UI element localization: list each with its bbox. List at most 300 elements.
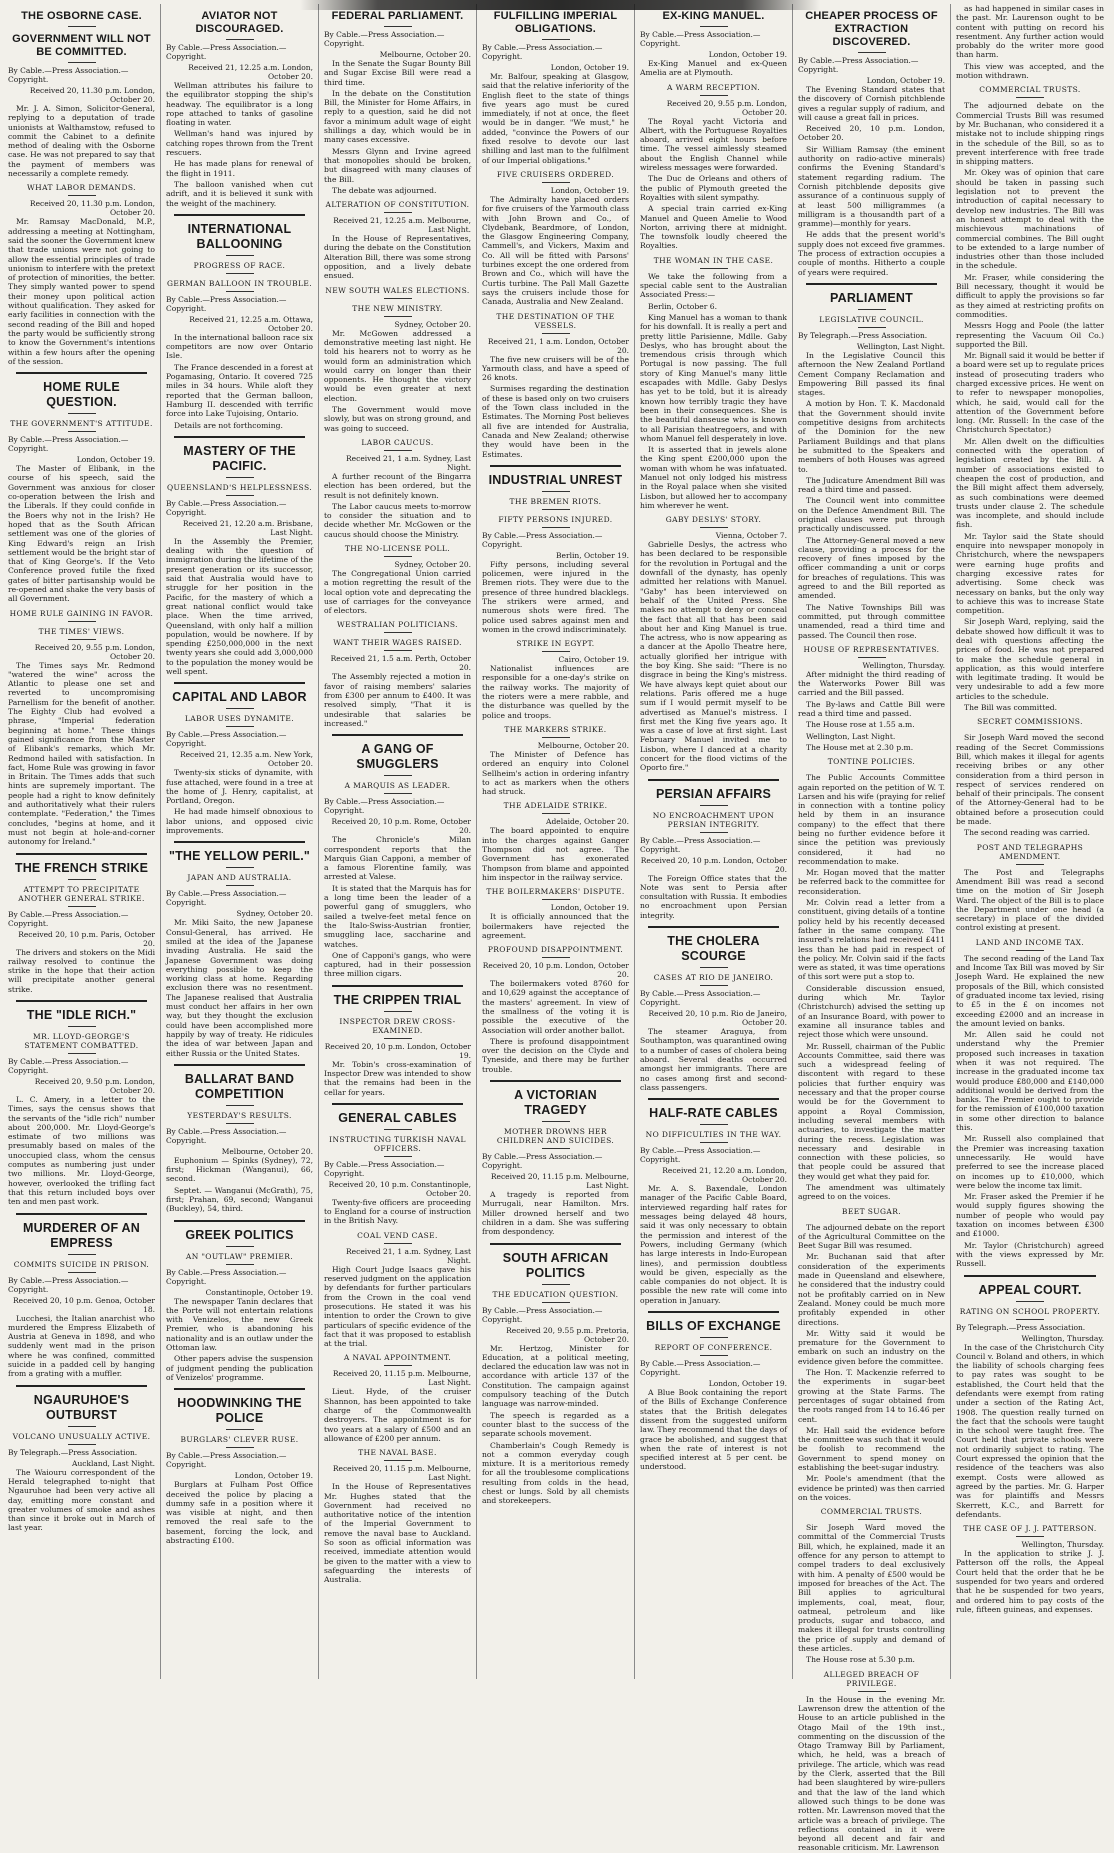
article-headline: GREEK POLITICS [185, 1227, 294, 1242]
headline-divider [226, 1246, 254, 1247]
article-paragraph: Lucchesi, the Italian anarchist who murdered the Empress Elizabeth of Austria at Geneva in 1898, and who suddenly went mad in the prison where he was confined, committed suicide in a padded cell by hanging from a grating with a muffler. [8, 1313, 155, 1379]
article-headline: A GANG OF SMUGGLERS [356, 742, 439, 772]
article-paragraph: Ex-King Manuel and ex-Queen Amelia are at Plymouth. [640, 59, 787, 78]
article-dateline: Constantinople, October 19. [205, 1287, 313, 1297]
article-dateline: London, October 19. [708, 1379, 787, 1389]
article-headline: GENERAL CABLES [338, 1110, 457, 1125]
article-paragraph: In the House in the evening Mr. Lawrenson drew the attention of the House to an article published in the Otago Mail of the 19th inst., commenting on the discussion of the Otago Tramway Bill by Parliament, which, he held, was a breach of privilege. The article, which was read by the Clerk, asserted that the Bill had been slaughtered by wire-pullers and that the law of the land which allowed such things to be done was rotten. Mr. Lawrenson moved that the article was a breach of privilege. The reflections contained in it were beyond all decent and fair and reasonable criticism. Mr. Lawrenson [798, 1694, 945, 1853]
article-dateline: Received 20, 9.55 p.m. London, October 20. [34, 642, 155, 661]
article-dateline: Received 21, 12.25 a.m. Ottawa, October 20. [189, 314, 313, 333]
article-paragraph: Surmises regarding the destination of these is based only on two cruisers of the Town class included in the Estimates. The Morning Post believes all five are intended for Australia, Canada and New Zealand; otherwise they would have been in the Estimates. [482, 384, 629, 459]
article [8, 609, 155, 622]
article-byline: By Cable.—Press Association.—Copyright. [166, 1267, 287, 1286]
headline-divider [384, 26, 412, 27]
article-subheading: AN "OUTLAW" PREMIER. [185, 1251, 294, 1261]
column-rule [490, 465, 621, 467]
article-paragraph: The House rose at 5.30 p.m. [806, 1655, 915, 1665]
article-subheading: A MARQUIS AS LEADER. [344, 781, 451, 791]
article-subheading: COMMITS SUICIDE IN PRISON. [13, 1259, 150, 1269]
article [640, 10, 787, 78]
article [798, 1507, 945, 1664]
article-subheading: LEGISLATIVE COUNCIL. [819, 314, 924, 324]
article-headline: "THE YELLOW PERIL." [168, 849, 311, 864]
article-paragraph: After midnight the third reading of the Waterworks Power Bill was carried and the Bill passed. [798, 669, 945, 698]
article-paragraph: A special train carried ex-King Manuel and Queen Amelie to Wood Norton, arriving there at midnight. The townsfolk loudly cheered the Royalties. [640, 204, 787, 251]
article-paragraph: In the House of Representatives, during the debate on the Constitution Alteration Bill, there was some strong opposition, and a lively debate ensued. [324, 234, 471, 281]
article-byline: By Cable.—Press Association.—Copyright. [640, 30, 761, 48]
article-paragraph: The House rose at 1.55 a.m. [806, 720, 915, 730]
subheading-divider [384, 316, 412, 317]
article-dateline: Wellington, Last Night. [856, 341, 945, 351]
subheading-divider [542, 182, 570, 183]
article-dateline: Received 21, 12.20 a.m. London, October 20. [662, 1166, 787, 1185]
article-paragraph: Messrs Glynn and Irvine agreed that monopolies should be broken, but disagreed with many clauses of the Bill. [324, 146, 471, 184]
column-rule [16, 853, 147, 855]
column-rule [16, 1000, 147, 1002]
article-dateline: Adelaide, October 20. [546, 817, 629, 827]
article [324, 304, 471, 433]
article-subheading: A NAVAL APPOINTMENT. [343, 1353, 452, 1363]
article-paragraph: In the debate on the Constitution Bill, the Minister for Home Affairs, in reply to a question, said he did not favor a minimum adult wage of eight shillings a day, which would be in many cases excessive. [324, 88, 471, 145]
article-subheading: BEET SUGAR. [841, 1206, 902, 1216]
article-byline: By Telegraph.—Press Association. [8, 1447, 138, 1457]
article-dateline: Received 20, 11.15 p.m. Melbourne, Last Night. [332, 1369, 471, 1388]
article-paragraph: Mr. Fraser asked the Premier if he would supply figures showing the number of people who would pay taxation on incomes between £300 and £1000. [956, 1192, 1104, 1239]
article-dateline: London, October 19. [550, 903, 629, 913]
article [8, 1000, 155, 1027]
article-subheading: GABY DESLYS' STORY. [665, 515, 762, 525]
subheading-divider [700, 1142, 728, 1143]
article-paragraph: The Waiouru correspondent of the Herald telegraphed to-night that Ngauruhoe had been very active all day, emitting more constant and greater volumes of smoke and ashes than since it broke out in March of last year. [8, 1467, 155, 1533]
article-paragraph: The House met at 2.30 p.m. [806, 742, 914, 752]
article [324, 1135, 471, 1226]
article-paragraph: Mr. Bignall said it would be better if a board were set up to regulate prices instead of prosecuting traders who charged excessive prices. He went on to refer to newspaper monopolies, which, he said, would call for the attention of the Government before long. (Mr. Russell: In the case of the Christchurch Spectator.) [956, 351, 1104, 435]
article-paragraph: A tragedy is reported from Murrugali, near Hamilton. Mrs. Miller drowned herself and two children in a dam. She was suffering from despondency. [482, 1190, 629, 1237]
article-subheading: NO ENCROACHMENT UPON PERSIAN INTEGRITY. [652, 810, 775, 829]
column-3 [319, 4, 477, 1679]
column-rule [648, 1311, 779, 1313]
article-paragraph: L. C. Amery, in a letter to the Times, says the census shows that the servants of the "idle rich" number about 200,000. Mr. Lloyd-George's estimate of two millions was presumably based on males of the unoccupied class, whom the census computes as numbering just under two millions. Mr. Lloyd-George, however, overlooked the trifling fact that this return included boys over ten and men past work. [8, 1095, 155, 1207]
article [482, 515, 629, 634]
article [166, 483, 313, 676]
article-dateline: Sydney, October 20. [394, 319, 471, 329]
article-paragraph: Mr. Witty said it would be premature for the Government to embark on such an industry on the evidence given before the committee. [798, 1328, 945, 1366]
article-byline: By Cable.—Press Association.—Copyright. [324, 797, 445, 816]
article-headline: GOVERNMENT WILL NOT BE COMMITTED. [12, 33, 151, 58]
subheading-divider [226, 726, 254, 727]
article-dateline: Berlin, October 19. [556, 550, 629, 560]
article-paragraph: Wellington, Last Night. [806, 731, 896, 741]
article-paragraph: Mr. Balfour, speaking at Glasgow, said that the relative inferiority of the English fleet to the state of things five years ago must be cured immediately, if not at once, the fleet would be in danger. "We must," he added, "convince the Powers of our fixed resolve to devote our last shilling and last man to the fulfilment of our Imperial obligations." [482, 72, 629, 165]
article [482, 1441, 629, 1506]
article-subheading: THE DESTINATION OF THE VESSELS. [496, 311, 615, 330]
subheading-divider [858, 1219, 886, 1220]
subheading-divider [226, 1123, 254, 1124]
article-paragraph: The Judicature Amendment Bill was read a third time and passed. [798, 475, 945, 495]
article-dateline: London, October 19. [550, 185, 629, 195]
article-byline: By Telegraph.—Press Association. [798, 330, 928, 340]
article-paragraph: Mr. Tobin's cross-examination of Inspector Drew was intended to show that the remains had been in the cellar for years. [324, 1059, 471, 1097]
headline-divider [68, 879, 96, 880]
article [324, 438, 471, 539]
article-dateline: Received 21, 12.25 a.m. Melbourne, Last Night. [333, 216, 471, 235]
article-paragraph: Mr. Hertzog, Minister for Education, at a political meeting, declared the education law was not in accordance with article 137 of the Constitution. The campaign against compulsory teaching of the Dutch language was narrow-minded. [482, 1343, 629, 1409]
headline-divider [68, 413, 96, 414]
subheading-divider [384, 793, 412, 794]
article-paragraph: In the Legislative Council this afternoon the New Zealand Portland Cement Company Reclamation and Empowering Bill passed its final stages. [798, 350, 945, 398]
article-subheading: NEW SOUTH WALES ELECTIONS. [325, 285, 470, 295]
subheading-divider [384, 450, 412, 451]
article-paragraph: The Congregational Union carried a motion regretting the result of the local option vote and deprecating the use of carriages for the conveyance of electors. [324, 568, 471, 616]
article-paragraph: Mr. Taylor said the State should enquire into newspaper monopoly in Christchurch, where the newspapers were earning huge profits and charging excessive rates for advertising. Some check was necessary on banks, but the only way to achieve this was to increase State competition. [956, 531, 1104, 616]
subheading-divider [542, 899, 570, 900]
article-headline: THE CHOLERA SCOURGE [667, 934, 760, 964]
subheading-divider [1016, 1536, 1044, 1537]
article-dateline: Received 21, 1.5 a.m. Perth, October 20. [330, 654, 471, 673]
headline-divider [542, 39, 570, 40]
article [956, 1275, 1104, 1302]
article-paragraph: Chamberlain's Cough Remedy is not a common everyday cough mixture. It is a meritorious remedy for all the troublesome complications resulting from colds in the head, chest or lungs. Sold by all chemists and storekeepers. [482, 1440, 629, 1506]
subheading-divider [384, 556, 412, 557]
column-2 [161, 4, 319, 1679]
article-subheading: WANT THEIR WAGES RAISED. [333, 638, 462, 648]
article-paragraph: The adjourned debate on the Commercial Trusts Bill was resumed by Mr. Buchanan, who considered it a mistake not to include shipping rings in the schedule of the Bill, so as to prevent interference with free trade in shipping matters. [956, 101, 1104, 167]
article-dateline: Sydney, October 20. [394, 559, 471, 569]
article-subheading: LABOR USES DYNAMITE. [184, 714, 295, 724]
subheading-divider [858, 1519, 886, 1520]
article-dateline: Received 21, 12.20 a.m. Brisbane, Last Night. [182, 518, 313, 537]
article-dateline: Received 20, 11.30 p.m. London, October 20. [29, 199, 155, 218]
article-byline: By Cable.—Press Association.—Copyright. [482, 1152, 603, 1171]
article [324, 1017, 471, 1097]
article [956, 1307, 1104, 1520]
article-subheading: THE NAVAL BASE. [358, 1448, 437, 1458]
article-byline: By Cable.—Press Association.—Copyright. [8, 909, 129, 928]
article-subheading: QUEENSLAND'S HELPLESSNESS. [166, 482, 312, 492]
article-dateline: Received 20, 9.55 p.m. London, October 20. [666, 98, 787, 117]
article-paragraph: The boilermakers voted 8760 for and 10,629 against the acceptance of the masters' agreement. In view of the smallness of the voting it is possible the executive of the Association will order another ballot. [482, 979, 629, 1035]
article-paragraph: Mr. Okey was of opinion that care should be taken in passing such legislation not to prevent the introduction of capital necessary to develop new industries. The Bill was an honest attempt to deal with the mischievous machinations of commercial combines. The Bill ought to be extended to a large number of industries other than those included in the schedule. [956, 168, 1104, 271]
article-paragraph: The drivers and stokers on the Midi railway resolved to continue the strike in the hope that their action will precipitate another general strike. [8, 947, 155, 994]
article-paragraph: Considerable discussion ensued, during which Mr. Taylor (Christchurch) advised the setting up of an Insurance Board, with power to examine all insurance tables and reject those which were unsound. [798, 983, 945, 1040]
subheading-divider [384, 1243, 412, 1244]
article [482, 312, 629, 459]
article-dateline: London, October 19. [234, 1471, 313, 1481]
article [798, 757, 945, 1201]
headline-divider [226, 1429, 254, 1430]
article-headline: AVIATOR NOT DISCOURAGED. [195, 10, 284, 35]
subheading-divider [858, 1691, 886, 1692]
article-subheading: THE EDUCATION QUESTION. [492, 1289, 619, 1299]
article-dateline: London, October 19. [76, 455, 155, 465]
column-rule [648, 779, 779, 781]
article-dateline: Received 20, 10 p.m. Rio de Janeiro, October 20. [648, 1009, 787, 1028]
subheading-divider [542, 1302, 570, 1303]
article-subheading: THE BREMEN RIOTS. [509, 496, 602, 506]
article [640, 256, 787, 510]
subheading-divider [542, 957, 570, 958]
subheading-divider [226, 273, 254, 274]
article-paragraph: A Blue Book containing the report of the Bills of Exchange Conference states that the British delegates dissent from the suggested uniform law. They recommend that the days of grace be abolished, and suggest that when the rate of interest is not specified interest at 5 per cent. be understood. [640, 1388, 787, 1472]
article-paragraph: He had made himself obnoxious to labor unions, and opposed civic improvements. [166, 807, 313, 836]
subheading-divider [384, 1460, 412, 1461]
subheading-divider [542, 333, 570, 334]
article-paragraph: King Manuel has a woman to thank for his downfall. It is really a pert and pretty little Parisienne, Mdlle. Gaby Deslys, who has brought about the tremendous crisis through which Portugal is now passing. The full story of King Manuel's many little escapades with Mdlle. Gaby Deslys has yet to be told, but it is already known how terribly tragic they have been in their consequences. She is the beautiful danseuse who is known to all Parisian theatregoers, and with whom Manuel fell desperately in love. [640, 312, 787, 443]
article-paragraph: Received 20, 10 p.m. London, October 20. [798, 124, 945, 143]
article-dateline: Received 20, 10 p.m. Rome, October 20. [331, 817, 471, 836]
column-5 [635, 4, 793, 1679]
article-dateline: Wellington, Thursday. [1021, 1540, 1104, 1550]
article-subheading: INSTRUCTING TURKISH NAVAL OFFICERS. [329, 1134, 466, 1153]
article-paragraph: Mr. Fraser, while considering the Bill necessary, thought it would be difficult to apply the provisions so far as they aimed at restricting profits on commodities. [956, 272, 1104, 319]
subheading-divider [700, 268, 728, 269]
article-paragraph: He has made plans for renewal of the flight in 1911. [166, 159, 313, 178]
article-paragraph: Mr. Allen said he could not understand why the Premier proposed such increases in taxation when it was not required. The increase in the graduated income tax would produce £80,000 and £140,000 additional would be derived from the banks. The Premier ought to provide for the remission of £100,000 taxation in some other direction to balance this. [956, 1030, 1104, 1133]
subheading-divider [226, 885, 254, 886]
article [166, 279, 313, 430]
headline-divider [68, 1026, 96, 1027]
column-rule [174, 1220, 305, 1222]
article-dateline: Melbourne, October 20. [537, 740, 629, 750]
headline-divider [68, 1254, 96, 1255]
article [798, 283, 945, 310]
subheading-divider [68, 621, 96, 622]
article [640, 1130, 787, 1305]
article-paragraph: It is stated that the Marquis has for a long time been the leader of a powerful gang of smugglers, who sailed a twelve-feet metal fence on the Italo-Swiss-Austrian frontier, smuggling lace, saccharine and watches. [324, 883, 471, 949]
article-paragraph: Berlin, October 6. [648, 301, 718, 311]
article-headline: THE "IDLE RICH." [26, 1008, 137, 1022]
article-headline: HALF-RATE CABLES [649, 1106, 778, 1121]
article [166, 1111, 313, 1214]
column-rule [174, 214, 305, 216]
article [166, 682, 313, 709]
subheading-divider [68, 431, 96, 432]
article-paragraph: Twenty-six sticks of dynamite, with fuse attached, were found in a tree at the home of J. Henry, capitalist, at Portland, Oregon. [166, 768, 313, 806]
article-byline: By Telegraph.—Press Association. [956, 1322, 1086, 1332]
article [166, 841, 313, 868]
headline-divider [542, 1121, 570, 1122]
headline-divider [226, 477, 254, 478]
article-dateline: Cairo, October 19. [558, 655, 629, 665]
article [324, 10, 471, 195]
subheading-divider [226, 495, 254, 496]
article-paragraph: Mr. McGowen addressed a demonstrative meeting last night. He told his hearers not to worry as he would form an administration which would carry on longer than their opponents. He thought the victory would be even greater at next election. [324, 328, 471, 403]
article-paragraph: This view was accepted, and the motion withdrawn. [956, 61, 1104, 81]
article [8, 372, 155, 414]
article [8, 1432, 155, 1533]
article [8, 183, 155, 366]
article-headline: BALLARAT BAND COMPETITION [184, 1071, 295, 1101]
column-rule [490, 1243, 621, 1245]
article-paragraph: Nationalist influences are responsible for a one-day's strike on the railway works. The majority of the rioters were a mere rabble, and the disturbance was quelled by the police and troops. [482, 664, 629, 720]
article-byline: By Cable.—Press Association.—Copyright. [324, 1159, 445, 1178]
article [640, 811, 787, 920]
headline-divider [1016, 1301, 1044, 1302]
article-subheading: STRIKE IN EGYPT. [516, 639, 595, 649]
article-paragraph: The amendment was ultimately agreed to on the voices. [798, 1182, 945, 1202]
article-paragraph: The Public Accounts Committee again reported on the petition of W. T. Larsen and his wife (praying for relief in connection with a tontine policy held by them in an insurance company) to the effect that there being no further evidence before it since the petition was previously considered, it had no recommendation to make. [798, 773, 945, 866]
article-subheading: THE MARKERS STRIKE. [504, 724, 607, 734]
article-paragraph: It is asserted that in jewels alone the King spent £200,000 upon the woman with whom he was infatuated. Manuel not only lodged his mistress in the Royal palace when she visited Lisbon, but allowed her to accompany him wherever he went. [640, 445, 787, 510]
column-rule [16, 1213, 147, 1215]
article [324, 638, 471, 728]
column-6 [793, 4, 951, 1853]
column-rule [332, 985, 463, 987]
article-headline: PERSIAN AFFAIRS [655, 786, 772, 801]
article-paragraph: In the international balloon race six competitors are now over Ontario Isle. [166, 332, 313, 361]
article-paragraph: Burglars at Fulham Post Office deceived the police by placing a dummy safe in a position where it was visible at night, and then removed the real safe to the basement, forcing the lock, and abstracting £100. [166, 1480, 313, 1546]
article [798, 1670, 945, 1853]
article [640, 926, 787, 968]
article [8, 1385, 155, 1427]
article [8, 419, 155, 603]
column-1 [3, 4, 161, 1679]
article-headline: SOUTH AFRICAN POLITICS [502, 1250, 609, 1280]
article-paragraph: One of Capponi's gangs, who were captured, had in their possession three million cigars. [324, 950, 471, 979]
article-byline: By Cable.—Press Association.—Copyright. [482, 43, 603, 61]
article-paragraph: The France descended in a forest at Pogamasing, Ontario. It covered 725 miles in 34 hours. While aloft they reported that the German balloon, Hamburg II. descended with terrific force into Lake Tujoising, Ontario. [166, 362, 313, 419]
subheading-divider [700, 95, 728, 96]
article-byline: By Cable.—Press Association.—Copyright. [640, 989, 761, 1008]
article-subheading: MR. LLOYD-GEORGE'S STATEMENT COMBATTED. [24, 1032, 139, 1050]
article-dateline: Received 20, 11.30 p.m. London, October 20. [29, 86, 155, 104]
article-paragraph: Mr. A. S. Baxendale, London manager of the Pacific Cable Board, interviewed regarding half rates for messages being delayed 48 hours, said it was only necessary to obtain the permission and interest of the Powers, including Germany (which has large interests in Indo-European lines), and permission doubtless would be given, especially as the cable companies do not object. It is possible the new rate will come into operation in January. [640, 1184, 787, 1305]
article-subheading: HOUSE OF REPRESENTATIVES. [803, 644, 940, 654]
article-subheading: TONTINE POLICIES. [827, 757, 916, 767]
article-subheading: COMMERCIAL TRUSTS. [979, 85, 1081, 95]
article-byline: By Cable.—Press Association.—Copyright. [798, 56, 919, 74]
headline-divider [700, 805, 728, 806]
article-paragraph: We take the following from a special cable sent to the Australian Associated Press:— [640, 271, 787, 300]
article-subheading: COAL VEND CASE. [357, 1230, 438, 1240]
column-rule [174, 436, 305, 438]
article [8, 1260, 155, 1379]
article-paragraph: High Court Judge Isaacs gave his reserved judgment on the application by defendants for further particulars from the Crown in the coal vend prosecutions. He stated it was his intention to order the Crown to give particulars of specific evidence of the fact that it was proposed to establish at the trial. [324, 1264, 471, 1349]
subheading-divider [700, 985, 728, 986]
article [956, 843, 1104, 933]
article-dateline: Received 21, 1 a.m. Sydney, Last Night. [346, 1246, 471, 1265]
article-paragraph: The newspaper Tanin declares that the Porte will not entertain relations with Venizelos, the new Greek Premier, who is abandoning his nationality and is an outlaw under the Ottoman law. [166, 1296, 313, 1353]
article-paragraph: The Hon. T. Mackenzie referred to the experiments in sugar-beet growing at the State Farms. The percentages of sugar obtained from the roots ranged from 14 to 16.46 per cent. [798, 1368, 945, 1424]
article-subheading: RATING ON SCHOOL PROPERTY. [959, 1306, 1101, 1316]
article-byline: By Cable.—Press Association.—Copyright. [8, 66, 129, 84]
article-paragraph: The adjourned debate on the report of the Agricultural Committee on the Beet Sugar Bill was resumed. [798, 1222, 945, 1251]
article [8, 33, 155, 178]
subheading-divider [1016, 950, 1044, 951]
article-paragraph: A motion by Hon. T. K. Macdonald that the Government should invite competitive designs from architects of the Dominion for the new Parliament Buildings and that plans be submitted to the Speakers and members of both Houses was agreed to. [798, 399, 945, 474]
article-dateline: Auckland, Last Night. [72, 1458, 155, 1468]
article-subheading: COMMERCIAL TRUSTS. [820, 1507, 923, 1517]
subheading-divider [542, 737, 570, 738]
article-headline: EX-KING MANUEL. [662, 10, 765, 22]
article-subheading: BURGLARS' CLEVER RUSE. [180, 1435, 299, 1445]
article-dateline: Received 20, 10 p.m. Paris, October 20. [18, 929, 155, 948]
column-rule [806, 283, 937, 285]
article-paragraph: The balloon vanished when cut adrift, and it is believed it sunk with the weight of the machinery. [166, 179, 313, 208]
article-byline: By Cable.—Press Association.—Copyright. [166, 889, 287, 908]
article-paragraph: Mr. Buchanan said that after consideration of the experiments made in Queensland and elsewhere, he considered that the industry could not be profitably carried on in New Zealand. Money could be much more profitably expended in other directions. [798, 1252, 945, 1327]
column-rule [332, 734, 463, 736]
article-paragraph: The Royal yacht Victoria and Albert, with the Portuguese Royalties aboard, arrived eight hours before time. The vessel aimlessly steamed about the English Channel while wireless messages were forwarded. [640, 116, 787, 173]
headline-divider [226, 708, 254, 709]
article-paragraph: Details are not forthcoming. [174, 420, 283, 430]
article [482, 1290, 629, 1439]
article-paragraph: The second reading was carried. [964, 828, 1090, 838]
article-paragraph: Fifty persons, including several policemen, were injured in the Bremen riots. They were due to the presence of three hundred blacklegs. The strikers were armed, and numerous shots were fired. The police used sabres against men and women in the crowd indiscriminately. [482, 559, 629, 634]
article-headline: MURDERER OF AN EMPRESS [23, 1220, 140, 1250]
article [8, 10, 155, 27]
article-paragraph: The Council went into committee on the Defence Amendment Bill. The original clauses were put through practically undiscussed. [798, 496, 945, 534]
article-headline: THE FRENCH STRIKE [14, 860, 149, 875]
article-dateline: Wellington, Thursday. [1021, 1333, 1104, 1343]
article-subheading: THE BOILERMAKERS' DISPUTE. [486, 887, 625, 897]
headline-divider [384, 1011, 412, 1012]
article [482, 10, 629, 165]
column-rule [648, 926, 779, 928]
article [956, 938, 1104, 1269]
article-paragraph: He adds that the present world's supply does not exceed five grammes. The process of extraction occupies a couple of months. Hitherto a couple of years were required. [798, 230, 945, 277]
article [798, 315, 945, 640]
article-byline: By Cable.—Press Association.—Copyright. [166, 43, 287, 61]
article-headline: HOME RULE QUESTION. [43, 380, 120, 410]
article [166, 714, 313, 835]
article-paragraph: Lieut. Hyde, of the cruiser Shannon, has been appointed to take charge of the Commonwealth destroyers. The appointment is for two years at a salary of £500 and an allowance of £200 per annum. [324, 1387, 471, 1443]
article-byline: By Cable.—Press Association.—Copyright. [324, 30, 445, 48]
article [482, 1127, 629, 1236]
article-paragraph: The Foreign Office states that the Note was sent to Persia after consultation with Russia. It embodies no encroachment upon Persian integrity. [640, 873, 787, 920]
article [324, 734, 471, 776]
article-dateline: Received 21, 1 a.m. Sydney, Last Night. [346, 453, 471, 472]
headline-divider [384, 775, 412, 776]
headline-divider [700, 1124, 728, 1125]
article-paragraph: Mr. Allen dwelt on the difficulties connected with the operation of legislation created by the Bill. A number of associations existed to cheapen the cost of production, and the Bill might affect them adversely, as such combinations were deemed trusts under clause 2. The schedule was incomplete, and should include fish. [956, 436, 1104, 530]
article [324, 620, 471, 633]
article-headline: INTERNATIONAL BALLOONING [187, 221, 292, 251]
article-headline: APPEAL COURT. [978, 1282, 1082, 1297]
headline-divider [542, 491, 570, 492]
article-paragraph: The Native Townships Bill was committed, put through committee unamended, read a third time and passed. The Council then rose. [798, 602, 945, 640]
article-dateline: Wellington, Thursday. [862, 660, 945, 670]
article-subheading: ALTERATION OF CONSTITUTION. [325, 200, 470, 210]
subheading-divider [68, 195, 96, 196]
article [956, 717, 1104, 837]
article-headline: HOODWINKING THE POLICE [177, 1396, 302, 1426]
article-headline: FEDERAL PARLIAMENT. [331, 10, 464, 22]
article-paragraph: The Minister of Defence has ordered an enquiry into Colonel Sellheim's action in ordering infantry to act as markers when the others had struck. [482, 749, 629, 797]
article-subheading: REPORT OF CONFERENCE. [654, 1343, 773, 1353]
article-paragraph: In the application to strike J. J. Patterson off the rolls, the Appeal Court held that the order that he be suspended for two years and ordered that he be suspended for two years, and ordered him to pay costs of the rule, fifteen guineas, and expenses. [956, 1549, 1104, 1614]
subheading-divider [858, 769, 886, 770]
article-byline: By Cable.—Press Association.—Copyright. [640, 835, 761, 854]
subheading-divider [384, 212, 412, 213]
subheading-divider [700, 832, 728, 833]
headline-divider [700, 967, 728, 968]
article [166, 873, 313, 1057]
article [8, 885, 155, 994]
article [166, 1388, 313, 1430]
article [798, 10, 945, 277]
article-dateline: London, October 19. [708, 50, 787, 59]
article-paragraph: The speech is regarded as a counter blast to the success of the separate schools movement. [482, 1410, 629, 1439]
article-subheading: ALLEGED BREACH OF PRIVILEGE. [823, 1669, 920, 1688]
subheading-divider [68, 1272, 96, 1273]
article-paragraph: Twenty-five officers are proceeding to England for a course of instruction in the British Navy. [324, 1197, 471, 1226]
column-rule [332, 1103, 463, 1105]
article [324, 286, 471, 299]
article [8, 1032, 155, 1207]
subheading-divider [384, 1365, 412, 1366]
article-headline: NGAURUHOE'S OUTBURST [33, 1392, 130, 1422]
